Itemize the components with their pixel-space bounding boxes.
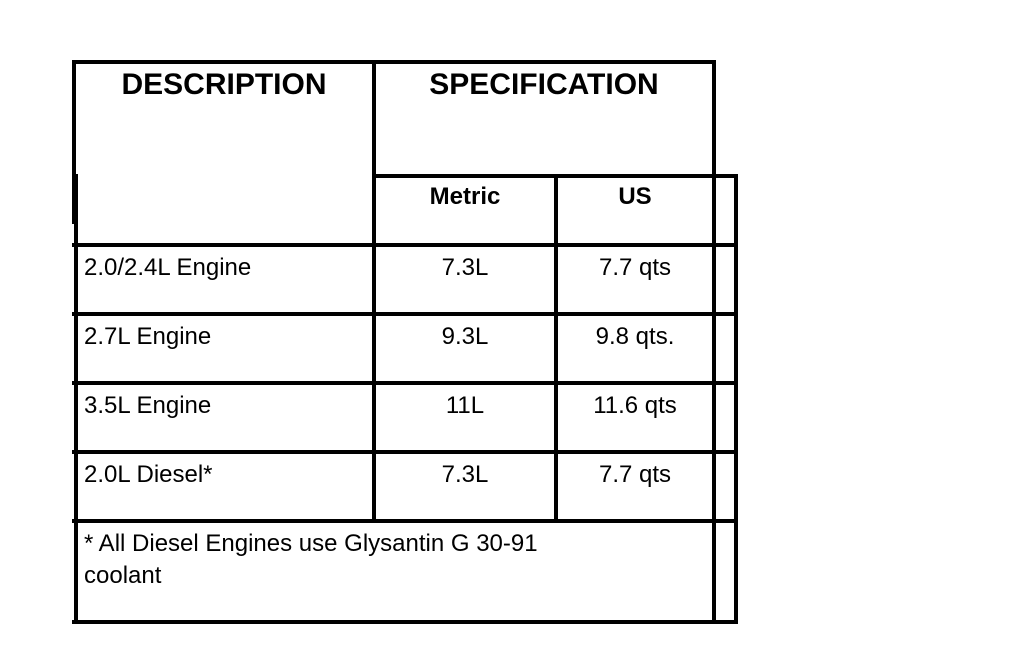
row-divider: [72, 450, 738, 454]
row-metric: 7.3L: [441, 254, 489, 281]
footnote-line-1: * All Diesel Engines use Glysantin G 30-91: [84, 530, 538, 557]
row-description: 2.0/2.4L Engine: [84, 254, 252, 281]
table-border-bottom: [72, 620, 738, 624]
row-divider: [72, 243, 738, 247]
metric-header: Metric: [429, 183, 501, 210]
table-border-top: [72, 60, 716, 64]
table-border-left: [74, 174, 78, 624]
row-metric: 11L: [445, 392, 485, 419]
row-us: 9.8 qts.: [595, 323, 675, 350]
row-description: 2.7L Engine: [84, 323, 212, 350]
table-border-right: [712, 60, 716, 624]
description-header: DESCRIPTION: [121, 68, 327, 101]
row-us: 7.7 qts: [598, 254, 672, 281]
row-divider: [72, 381, 738, 385]
specification-header: SPECIFICATION: [429, 68, 659, 101]
row-description: 2.0L Diesel*: [84, 461, 213, 488]
table-border-right-outer: [734, 174, 738, 624]
row-metric: 9.3L: [441, 323, 489, 350]
column-divider: [372, 60, 376, 523]
row-metric: 7.3L: [441, 461, 489, 488]
footnote-line-2: coolant: [84, 562, 162, 589]
us-header: US: [618, 183, 652, 210]
row-divider: [72, 519, 738, 523]
row-us: 11.6 qts: [593, 392, 677, 419]
row-description: 3.5L Engine: [84, 392, 212, 419]
row-us: 7.7 qts: [598, 461, 672, 488]
row-divider: [72, 312, 738, 316]
